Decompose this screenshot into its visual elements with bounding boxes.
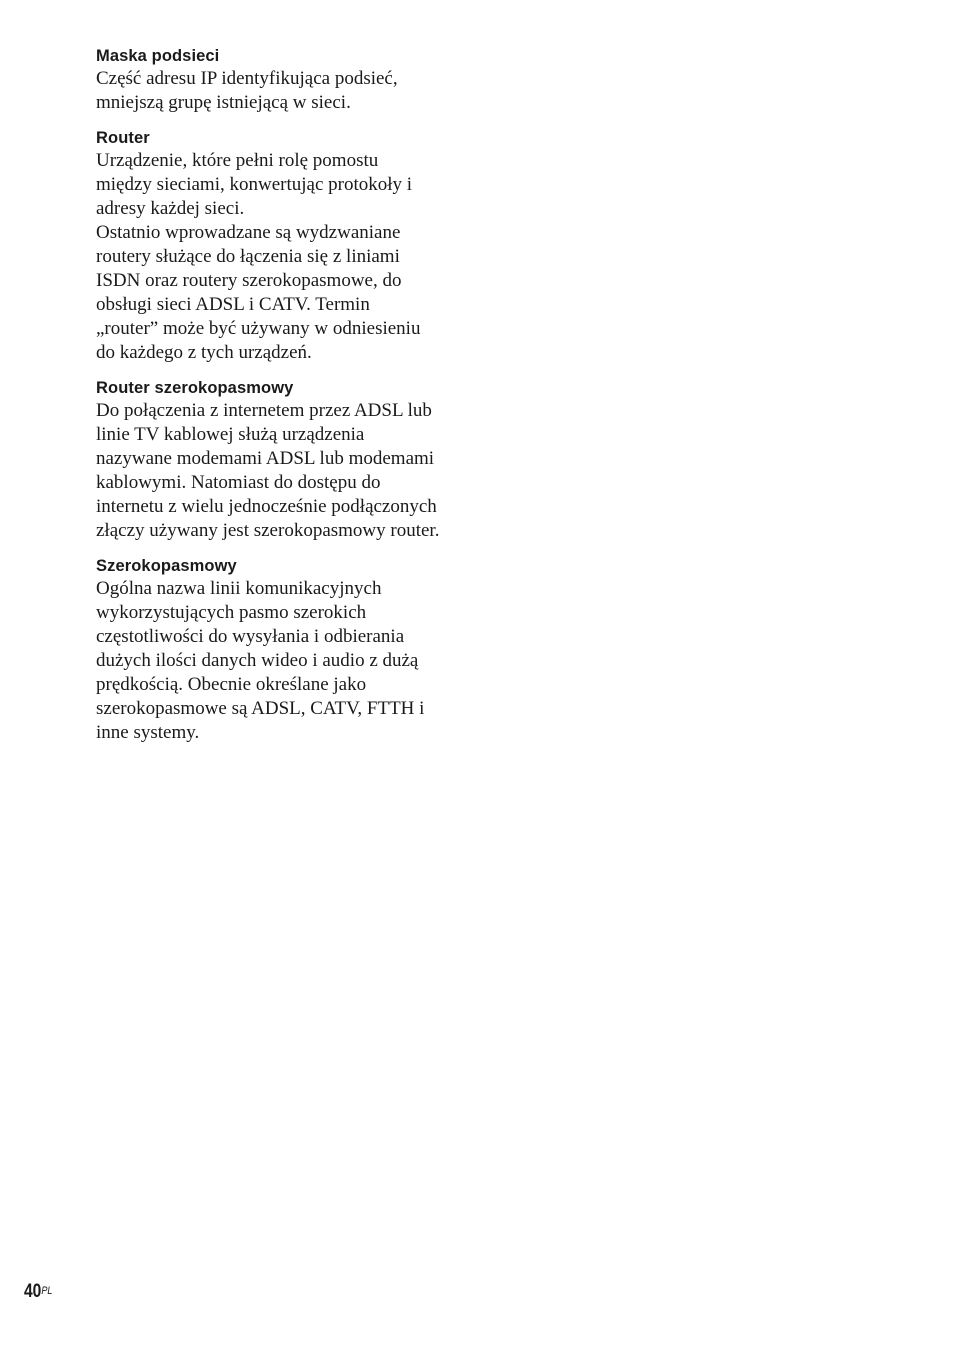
glossary-content [96,45,476,757]
definition-line: Ostatnio wprowadzane są wydzwaniane [96,222,401,243]
definition-line: Część adresu IP identyfikująca podsieć, [96,68,398,89]
term-definition [96,67,476,115]
glossary-entry-router [96,127,476,365]
definition-line: internetu z wielu jednocześnie podłączonych [96,496,437,517]
definition-line: Ogólna nazwa linii komunikacyjnych [96,578,382,599]
glossary-entry-router-szerokopasmowy [96,377,476,543]
term-heading: Szerokopasmowy [96,557,237,575]
definition-line: linie TV kablowej służą urządzenia [96,424,365,445]
definition-line: częstotliwości do wysyłania i odbierania [96,626,405,647]
term-definition [96,149,476,365]
page-number-value: 40 [24,1281,42,1302]
definition-line: „router” może być używany w odniesieniu [96,318,421,339]
definition-line: adresy każdej sieci. [96,198,245,219]
page-language-suffix: PL [41,1285,53,1297]
definition-line: między sieciami, konwertując protokoły i [96,174,413,195]
definition-line: kablowymi. Natomiast do dostępu do [96,472,381,493]
definition-line: mniejszą grupę istniejącą w sieci. [96,92,351,113]
term-definition [96,399,476,543]
definition-line: złączy używany jest szerokopasmowy router. [96,520,440,541]
definition-line: Urządzenie, które pełni rolę pomostu [96,150,379,171]
definition-line: obsługi sieci ADSL i CATV. Termin [96,294,370,315]
definition-line: wykorzystujących pasmo szerokich [96,602,367,623]
definition-line: nazywane modemami ADSL lub modemami [96,448,435,469]
definition-line: Do połączenia z internetem przez ADSL lub [96,400,432,421]
term-heading: Router [96,129,150,147]
definition-line: dużych ilości danych wideo i audio z dużą [96,650,419,671]
term-heading: Router szerokopasmowy [96,379,294,397]
glossary-entry-maska-podsieci [96,45,476,115]
definition-line: inne systemy. [96,722,200,743]
definition-line: ISDN oraz routery szerokopasmowe, do [96,270,402,291]
page-number [24,1280,52,1304]
definition-line: prędkością. Obecnie określane jako [96,674,367,695]
definition-line: do każdego z tych urządzeń. [96,342,312,363]
glossary-entry-szerokopasmowy [96,555,476,745]
definition-line: szerokopasmowe są ADSL, CATV, FTTH i [96,698,425,719]
term-heading: Maska podsieci [96,47,220,65]
definition-line: routery służące do łączenia się z liniami [96,246,400,267]
term-definition [96,577,476,745]
